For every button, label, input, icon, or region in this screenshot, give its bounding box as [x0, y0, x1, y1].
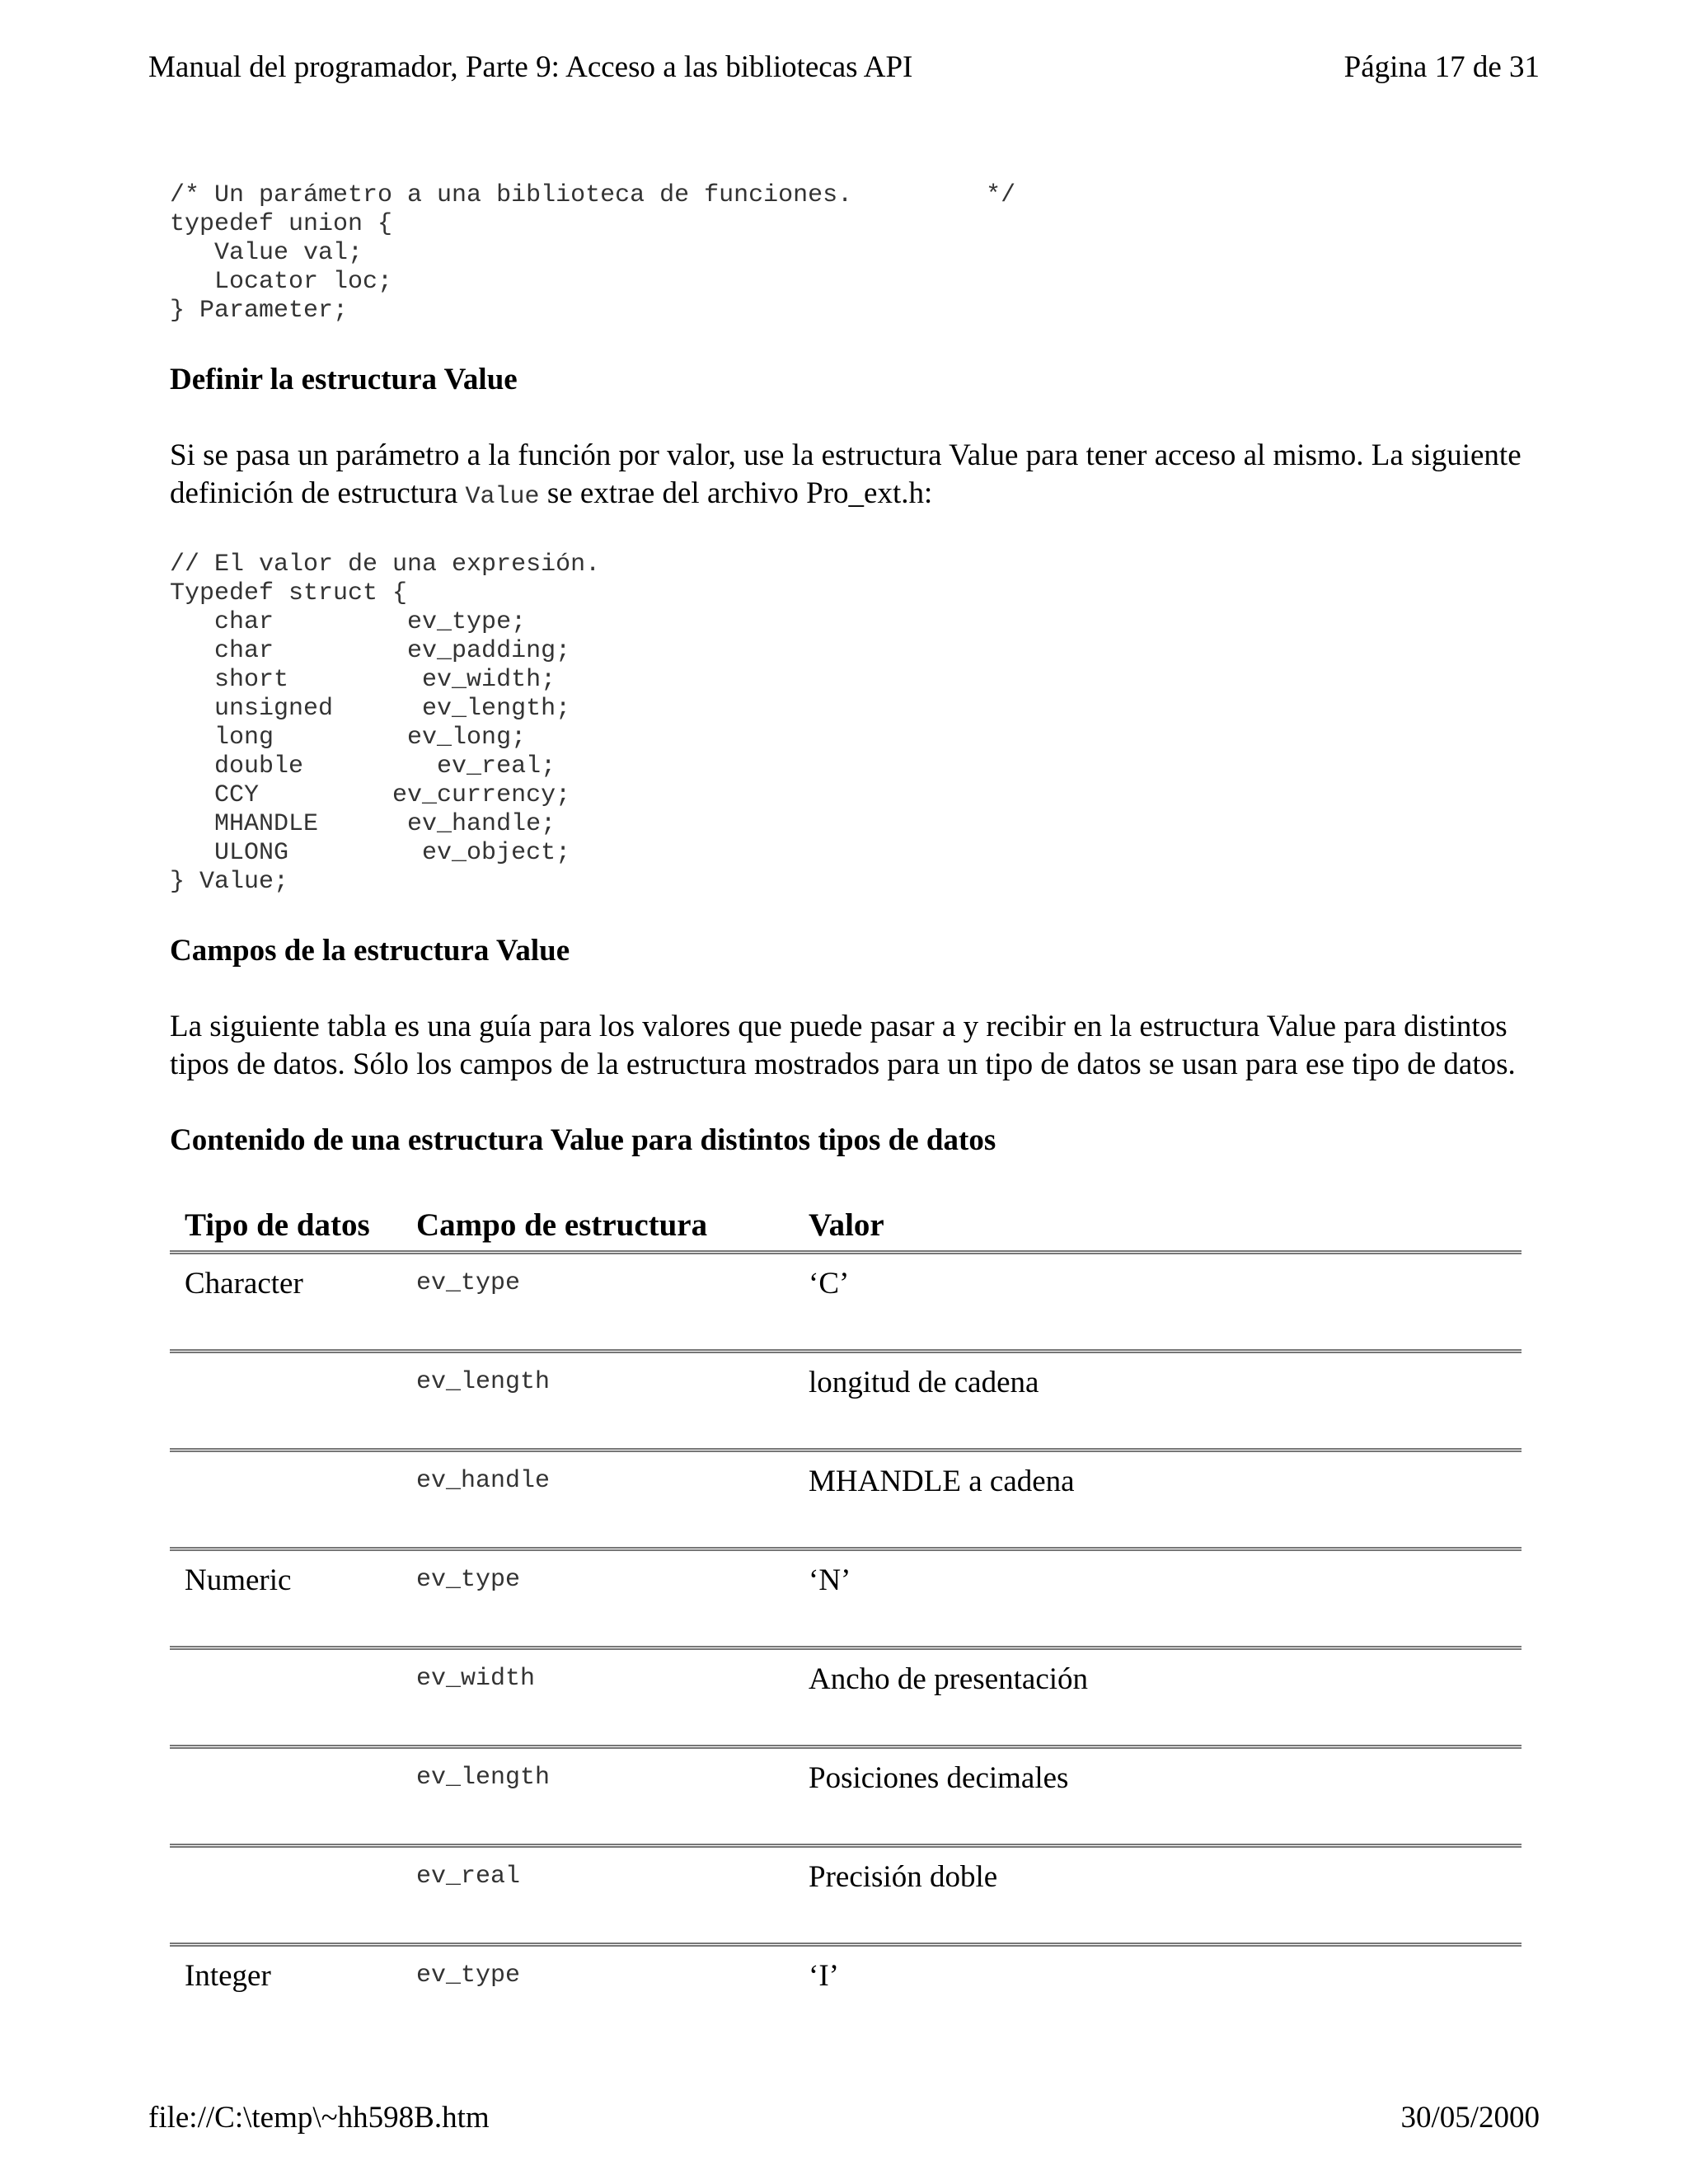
page-header: [148, 49, 1540, 85]
cell-type: Numeric: [170, 1549, 401, 1648]
cell-field: ev_width: [401, 1648, 794, 1747]
table-row: [170, 1549, 1522, 1648]
cell-type: [170, 1648, 401, 1747]
cell-type: Character: [170, 1253, 401, 1352]
header-title: Manual del programador, Parte 9: Acceso a las bibliotecas API: [148, 50, 913, 84]
cell-value: Precisión doble: [794, 1846, 1522, 1945]
table-row: [170, 1648, 1522, 1747]
cell-field: ev_type: [401, 1549, 794, 1648]
table-row: [170, 1945, 1522, 2012]
section-heading-value-fields: Campos de la estructura Value: [170, 934, 570, 968]
cell-type: [170, 1352, 401, 1451]
section-heading-define-value: Definir la estructura Value: [170, 363, 518, 396]
table-row: [170, 1451, 1522, 1549]
cell-field: ev_length: [401, 1747, 794, 1846]
cell-value: ‘C’: [794, 1253, 1522, 1352]
cell-value: Ancho de presentación: [794, 1648, 1522, 1747]
page-footer: [148, 2100, 1540, 2135]
table-row: [170, 1846, 1522, 1945]
column-header-value: Valor: [794, 1201, 1522, 1253]
footer-date: 30/05/2000: [1400, 2101, 1540, 2135]
code-block-value-struct: // El valor de una expresión. Typedef struct { char ev_type; char ev_padding; short ev_width; unsigned ev_length; long ev_long; double ev_real; CCY ev_currency; MHANDLE ev_handle; ULONG ev_object; } Value;: [170, 551, 601, 896]
footer-file-path: file://C:\temp\~hh598B.htm: [148, 2101, 490, 2135]
cell-type: [170, 1846, 401, 1945]
cell-field: ev_type: [416, 1961, 521, 1990]
cell-field: ev_length: [401, 1352, 794, 1451]
cell-field: ev_type: [401, 1253, 794, 1352]
cell-field: ev_real: [401, 1846, 794, 1945]
inline-code-value: Value: [465, 483, 540, 511]
cell-value: ‘N’: [794, 1549, 1522, 1648]
table-header-row: [170, 1201, 1522, 1253]
code-block-parameter: /* Un parámetro a una biblioteca de funciones. */ typedef union { Value val; Locator loc; } Parameter;: [170, 181, 1016, 325]
cell-value: MHANDLE a cadena: [794, 1451, 1522, 1549]
table-row: [170, 1352, 1522, 1451]
table-row: [170, 1253, 1522, 1352]
cell-type: [170, 1747, 401, 1846]
header-page-number: Página 17 de 31: [1343, 50, 1540, 84]
paragraph-value-fields: La siguiente tabla es una guía para los valores que puede pasar a y recibir en la estructura Value para distintos tipos de datos. Sólo los campos de la estructura mostrados para un tipo de datos se usan para ese tipo de datos.: [170, 1010, 1516, 1081]
page-content: [170, 181, 1522, 2011]
paragraph-define-value: Si se pasa un parámetro a la función por valor, use la estructura Value para tener acceso al mismo. La siguiente definición de estructura Value se extrae del archivo Pro_ext.h:: [170, 438, 1522, 511]
cell-value: longitud de cadena: [794, 1352, 1522, 1451]
column-header-type: Tipo de datos: [170, 1201, 401, 1253]
table-title: Contenido de una estructura Value para distintos tipos de datos: [170, 1123, 996, 1157]
cell-type: [170, 1451, 401, 1549]
cell-value: ‘I’: [809, 1959, 839, 1993]
cell-field: ev_handle: [401, 1451, 794, 1549]
value-struct-table: [170, 1201, 1522, 2011]
table-row: [170, 1747, 1522, 1846]
column-header-field: Campo de estructura: [401, 1201, 794, 1253]
cell-value: Posiciones decimales: [794, 1747, 1522, 1846]
cell-type: Integer: [185, 1959, 271, 1993]
